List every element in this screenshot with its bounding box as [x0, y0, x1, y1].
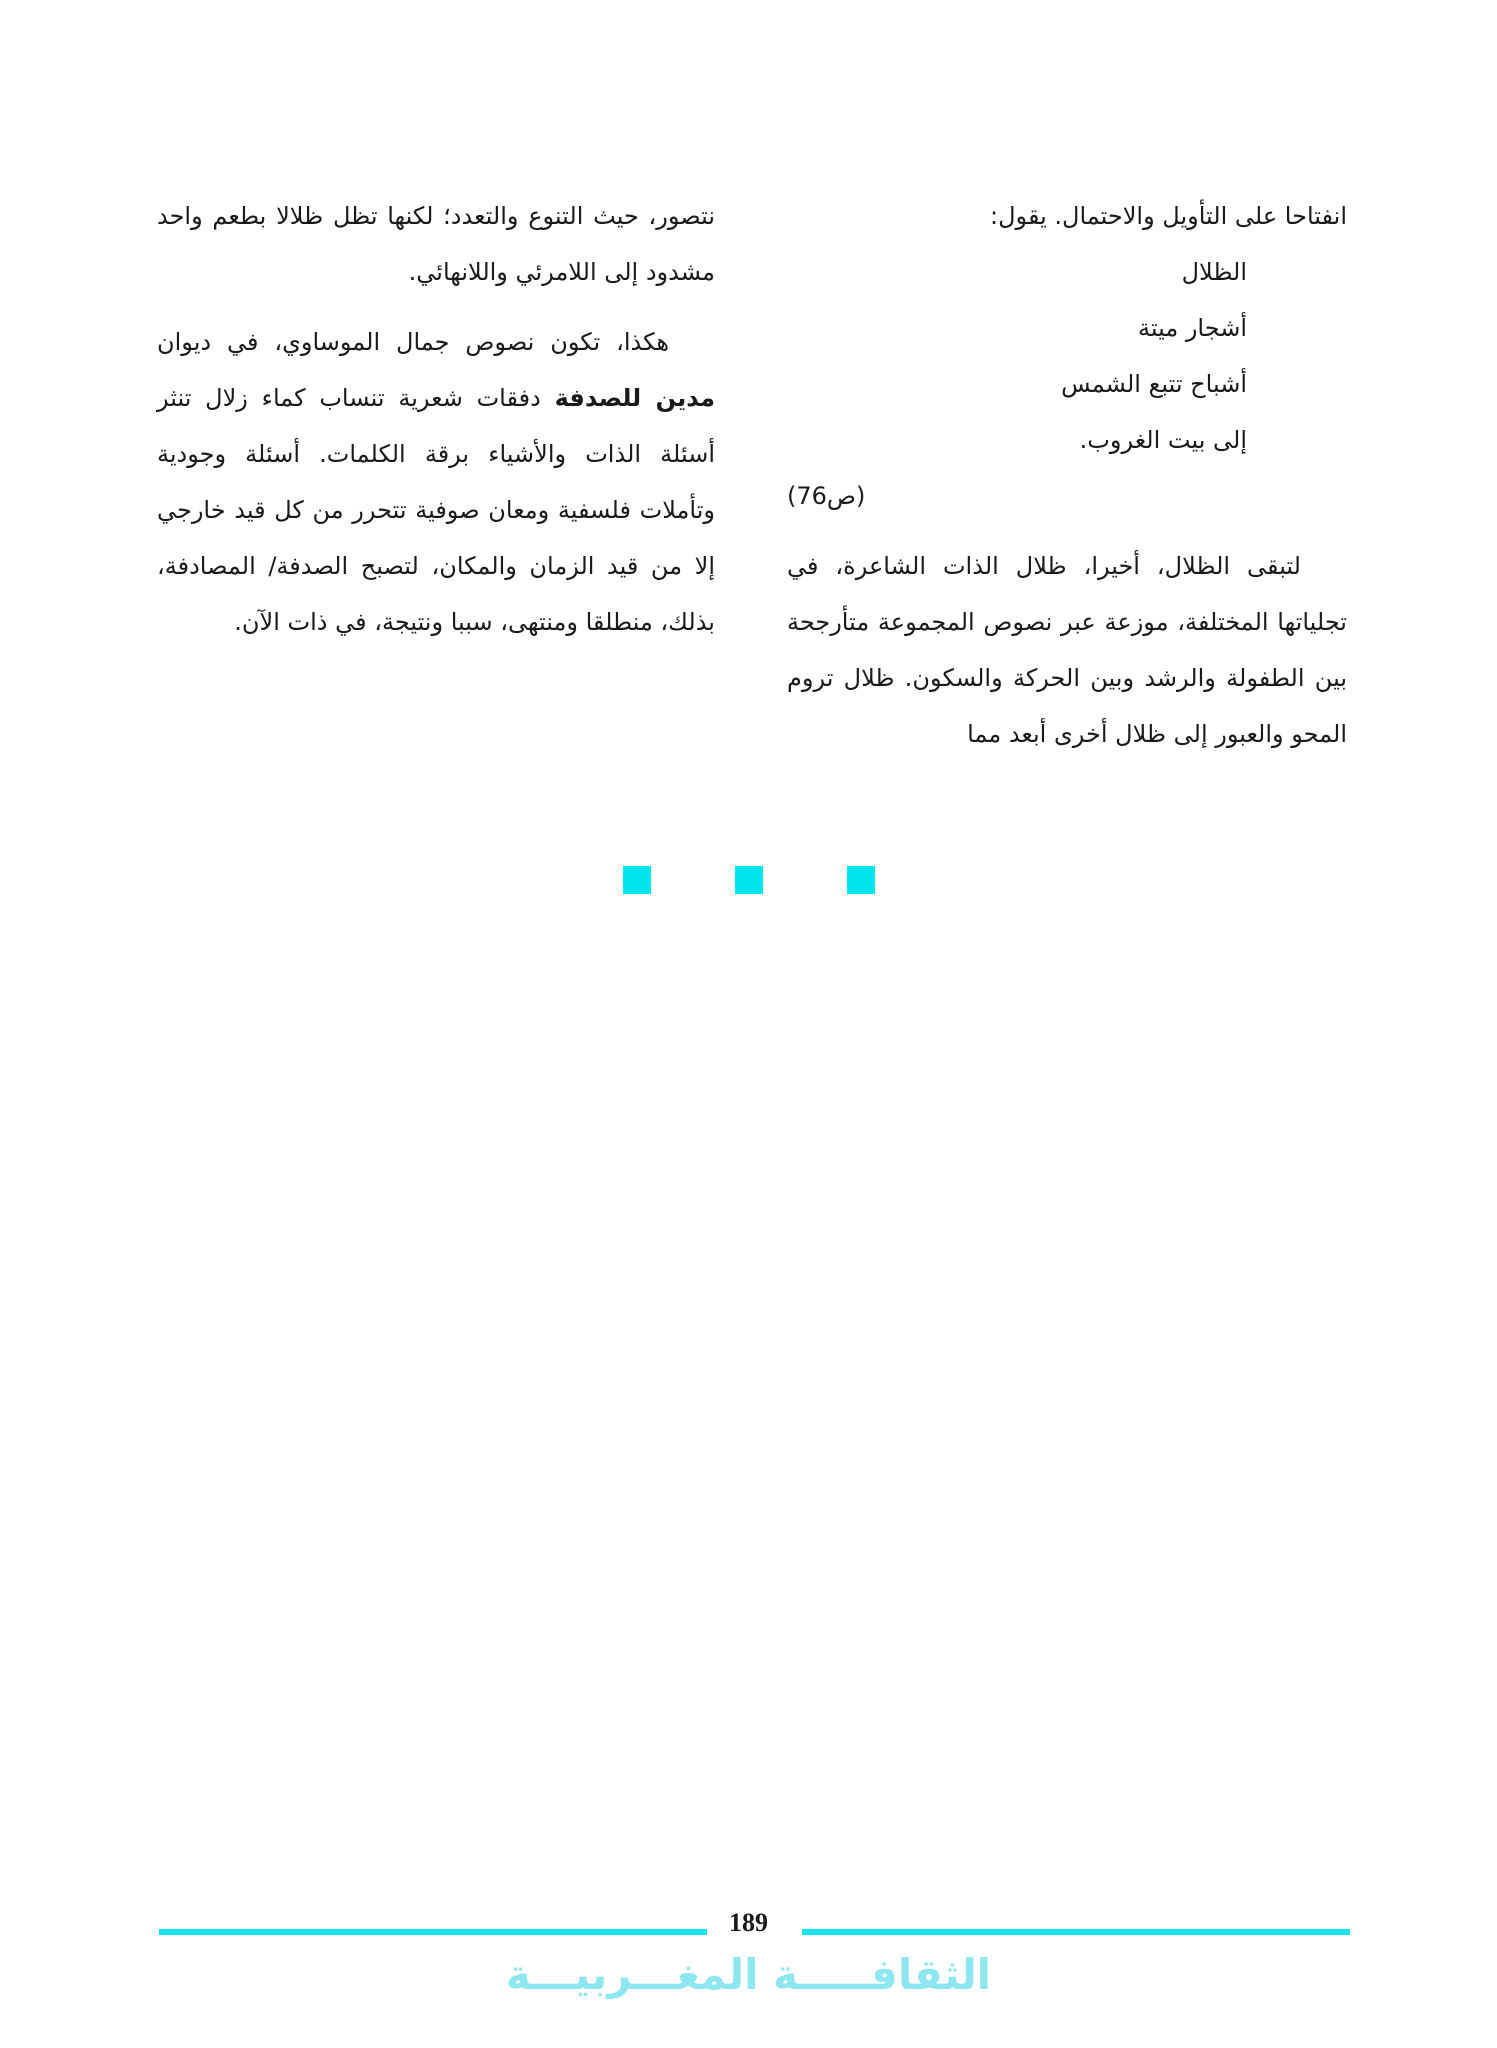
poem-line: أشباح تتبع الشمس: [1061, 370, 1247, 398]
intro-line: انفتاحا على التأويل والاحتمال. يقول:: [990, 202, 1347, 230]
conclusion-start: هكذا، تكون نصوص جمال الموساوي، في ديوان: [157, 328, 669, 356]
ornament-square-icon: [623, 866, 651, 894]
conclusion-paragraph: [157, 314, 715, 650]
page-number: 189: [729, 1908, 768, 1937]
closing-paragraph: لتبقى الظلال، أخيرا، ظلال الذات الشاعرة، في تجلياتها المختلفة، موزعة عبر نصوص المجموعة متأرجحة بين الطفولة والرشد وبين الحركة والسكون. ظلال تروم المحو والعبور إلى ظلال أخرى أبعد مما: [787, 552, 1347, 748]
poem-line: أشجار ميتة: [1137, 314, 1247, 342]
paragraph-continuation: نتصور، حيث التنوع والتعدد؛ لكنها تظل ظلالا بطعم واحد مشدود إلى اللامرئي واللانهائي.: [157, 202, 715, 286]
right-column: [787, 188, 1347, 762]
citation: (ص76): [787, 482, 866, 510]
book-title: مدين للصدفة: [554, 384, 715, 412]
poem-line: الظلال: [1181, 258, 1247, 286]
poem-line: إلى بيت الغروب.: [1079, 426, 1247, 454]
conclusion-rest: دفقات شعرية تنساب كماء زلال تنثر أسئلة الذات والأشياء برقة الكلمات. أسئلة وجودية وتأملات فلسفية ومعان صوفية تتحرر من كل قيد خارجي إلا من قيد الزمان والمكان، لتصبح الصدفة/ المصادفة، بذلك، منطلقا ومنتهى، سببا ونتيجة، في ذات الآن.: [157, 384, 715, 636]
left-column: [157, 188, 715, 650]
citation-row: [787, 468, 1347, 524]
ornament-square-icon: [847, 866, 875, 894]
poem: [787, 244, 1347, 468]
magazine-brand: الثقافـــــة المغـــربيـــة: [505, 1950, 992, 1999]
ornament-square-icon: [735, 866, 763, 894]
section-divider: [0, 866, 1497, 894]
